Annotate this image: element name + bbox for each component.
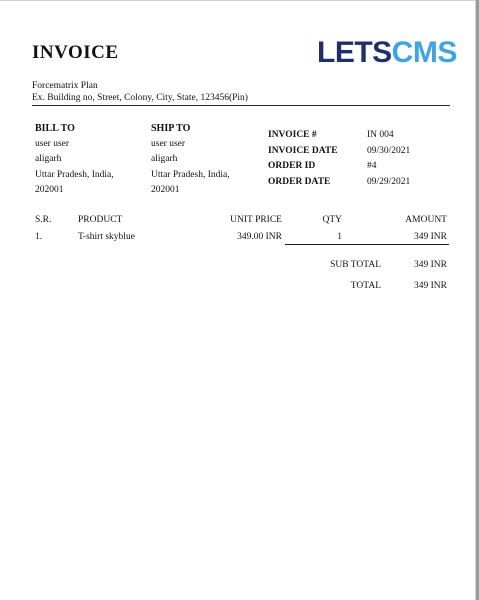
letscms-logo bbox=[317, 35, 457, 71]
cell-amount: 349 INR bbox=[414, 232, 447, 242]
bill-to-block bbox=[35, 121, 145, 199]
ship-to-name: user user bbox=[151, 138, 186, 149]
header-divider bbox=[32, 105, 450, 106]
cell-sr: 1. bbox=[35, 232, 43, 242]
company-address: Ex. Building no, Street, Colony, City, State, 123456(Pin) bbox=[32, 93, 248, 103]
subtotal-row bbox=[247, 258, 447, 279]
header-qty: QTY bbox=[322, 215, 342, 225]
meta-row-invoice-date bbox=[268, 144, 410, 160]
header-product: PRODUCT bbox=[78, 215, 123, 225]
invoice-meta bbox=[268, 128, 410, 190]
items-table bbox=[35, 213, 449, 247]
bill-to-region: Uttar Pradesh, India, bbox=[35, 169, 114, 180]
ship-to-region: Uttar Pradesh, India, bbox=[151, 169, 230, 180]
meta-value: IN 004 bbox=[367, 130, 394, 140]
logo-part-cms: CMS bbox=[391, 36, 457, 69]
meta-value: #4 bbox=[367, 161, 377, 171]
ship-to-block bbox=[151, 121, 261, 199]
meta-label: ORDER ID bbox=[268, 161, 316, 171]
items-header-row bbox=[35, 213, 449, 230]
bill-to-heading: BILL TO bbox=[35, 123, 75, 134]
cell-product: T-shirt skyblue bbox=[78, 232, 135, 242]
meta-label: INVOICE # bbox=[268, 130, 317, 140]
meta-value: 09/30/2021 bbox=[367, 145, 411, 156]
meta-label: INVOICE DATE bbox=[268, 145, 338, 156]
header-amount: AMOUNT bbox=[405, 215, 447, 225]
header-sr: S.R. bbox=[35, 215, 52, 225]
cell-unit-price: 349.00 INR bbox=[237, 232, 282, 242]
ship-to-zip: 202001 bbox=[151, 185, 180, 195]
subtotal-value: 349 INR bbox=[414, 260, 447, 270]
company-name: Forcematrix Plan bbox=[32, 81, 98, 91]
meta-label: ORDER DATE bbox=[268, 176, 331, 187]
total-label: TOTAL bbox=[350, 281, 381, 291]
meta-row-order-id bbox=[268, 159, 410, 175]
meta-value: 09/29/2021 bbox=[367, 176, 411, 187]
subtotal-label: SUB TOTAL bbox=[330, 260, 381, 270]
totals-block bbox=[247, 258, 447, 300]
header-unit-price: UNIT PRICE bbox=[230, 215, 282, 225]
cell-qty: 1 bbox=[337, 232, 342, 242]
meta-row-order-date bbox=[268, 175, 410, 191]
items-divider bbox=[285, 244, 449, 245]
meta-row-invoice-number bbox=[268, 128, 410, 144]
ship-to-heading: SHIP TO bbox=[151, 123, 191, 134]
company-info bbox=[32, 80, 248, 104]
bill-to-city: aligarh bbox=[35, 154, 62, 164]
total-value: 349 INR bbox=[414, 281, 447, 291]
total-row bbox=[247, 279, 447, 300]
bill-to-name: user user bbox=[35, 138, 70, 149]
bill-to-zip: 202001 bbox=[35, 185, 64, 195]
page-border-top bbox=[0, 0, 479, 1]
logo-part-lets: LETS bbox=[317, 36, 392, 69]
ship-to-city: aligarh bbox=[151, 154, 178, 164]
invoice-title: INVOICE bbox=[32, 42, 119, 63]
